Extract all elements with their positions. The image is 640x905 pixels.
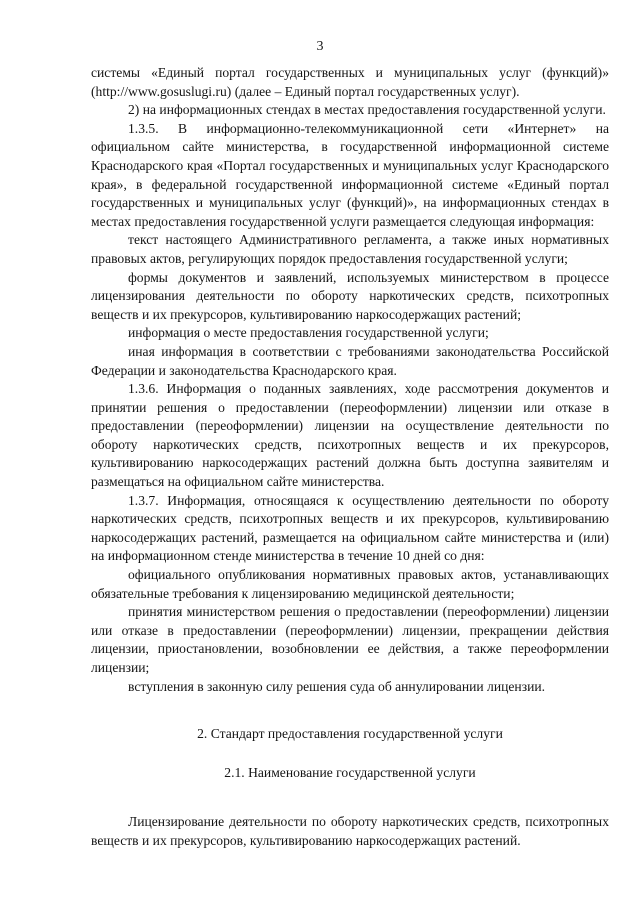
list-item-service-location: информация о месте предоставления государственной услуги; (128, 325, 489, 341)
subsection-heading: 2.1. Наименование государственной услуги (224, 764, 476, 780)
paragraph-1-3-7: 1.3.7. Информация, относящаяся к осуществлению деятельности по обороту наркотических средств, психотропных веществ и их прекурсоров, культивированию наркосодержащих растений, размещается на официальном сайте министерства и (или) на информационном стенде министерства в течение 10 дней со дня: (91, 492, 609, 564)
list-item-document-forms: формы документов и заявлений, используемых министерством в процессе лицензирования деятельности по обороту наркотических средств, психотропных веществ и их прекурсоров, культивированию наркосодержащих растений; (91, 269, 609, 322)
paragraph-info-stands: 2) на информационных стендах в местах предоставления государственной услуги. (128, 102, 606, 118)
list-item-other-info: иная информация в соответствии с требованиями законодательства Российской Федерации и законодательства Краснодарского края. (91, 343, 609, 378)
paragraph-1-3-5: 1.3.5. В информационно-телекоммуникационной сети «Интернет» на официальном сайте министерства, в государственной информационной системе Краснодарского края «Портал государственных и муниципальных услуг Краснодарского края», в федеральной государственной информационной системе «Единый портал государственных и муниципальных услуг (функций)», на информационных стендах в местах предоставления государственной услуги размещается следующая информация: (91, 120, 609, 229)
list-item-regulation-text: текст настоящего Административного регламента, а также иных нормативных правовых актов, регулирующих порядок предоставления государственной услуги; (91, 232, 609, 266)
paragraph-service-name: Лицензирование деятельности по обороту наркотических средств, психотропных веществ и их прекурсоров, культивированию наркосодержащих растений. (91, 814, 609, 849)
list-item-court-decision: вступления в законную силу решения суда об аннулировании лицензии. (128, 678, 546, 694)
list-item-official-publication: официального опубликования нормативных правовых актов, устанавливающих обязательные требования к лицензированию медицинской деятельности; (91, 567, 609, 601)
paragraph-portal-continuation: системы «Единый портал государственных и муниципальных услуг (функций)» (http://www.gosuslugi.ru) (далее – Единый портал государственных услуг). (91, 65, 609, 99)
paragraph-1-3-6: 1.3.6. Информация о поданных заявлениях, ходе рассмотрения документов и принятии решения о предоставлении (переоформлении) лицензии или отказе в предоставлении (переоформлении) лицензии на осуществление деятельности по обороту наркотических средств, психотропных веществ и их прекурсоров, культивированию наркосодержащих растений должна быть доступна заявителям и размещаться на официальном сайте министерства. (91, 381, 609, 490)
document-body (91, 64, 609, 850)
page-number: 3 (316, 39, 324, 54)
section-heading: 2. Стандарт предоставления государственной услуги (197, 726, 503, 742)
list-item-ministry-decision: принятия министерством решения о предоставлении (переоформлении) лицензии или отказе в предоставлении (переоформлении) лицензии, прекращении действия лицензии, приостановлении, возобновлении ее действия, а также переоформлении лицензии; (91, 604, 609, 675)
